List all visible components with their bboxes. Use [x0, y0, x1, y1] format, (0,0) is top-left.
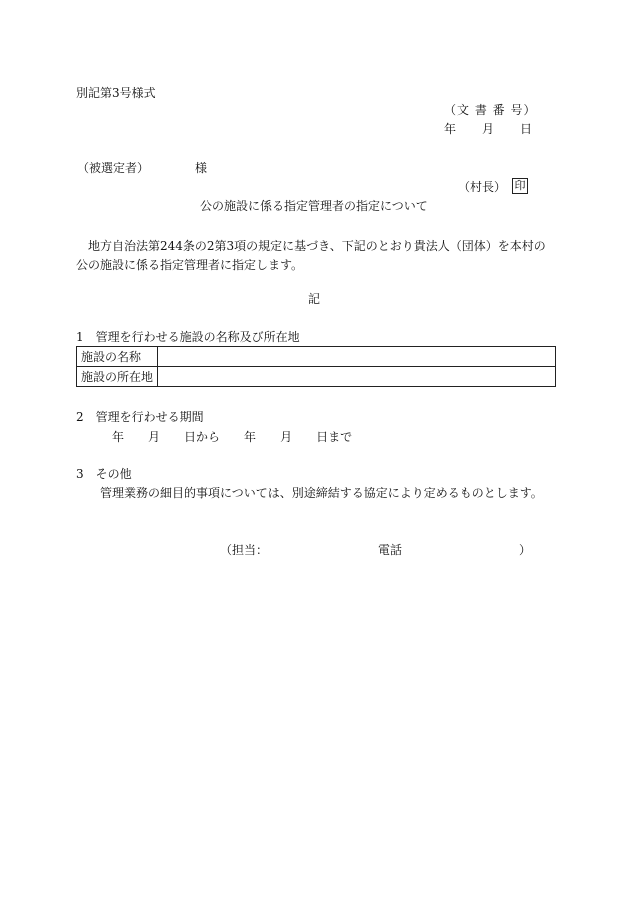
form-number-label: 別記第3号様式 — [76, 86, 156, 100]
date-line — [444, 122, 532, 136]
facility-name-label: 施設の名称 — [77, 347, 158, 367]
section-2-title: 2 管理を行わせる期間 — [76, 410, 204, 424]
sender-label: （村長） — [458, 180, 507, 194]
section-3-title: 3 その他 — [76, 467, 132, 481]
facility-location-value[interactable] — [158, 367, 556, 387]
period-end-month: 月 — [280, 430, 293, 444]
facility-name-value[interactable] — [158, 347, 556, 367]
section-1-title: 1 管理を行わせる施設の名称及び所在地 — [76, 330, 300, 344]
contact-close-paren: ） — [519, 543, 532, 557]
document-subject: 公の施設に係る指定管理者の指定について — [200, 199, 428, 213]
table-row — [77, 367, 556, 387]
period-start-month: 月 — [148, 430, 161, 444]
ki-heading: 記 — [308, 292, 321, 306]
date-month: 月 — [482, 122, 495, 136]
body-paragraph: 地方自治法第244条の2第3項の規定に基づき、下記のとおり貴法人（団体）を本村の公の施設に係る指定管理者に指定します。 — [76, 239, 546, 272]
date-day: 日 — [520, 122, 533, 136]
recipient-line — [77, 161, 207, 175]
facility-location-label: 施設の所在地 — [77, 367, 158, 387]
facility-table — [76, 346, 556, 387]
period-line — [112, 430, 352, 444]
date-year: 年 — [444, 122, 457, 136]
period-start-day: 日から — [184, 430, 221, 444]
contact-line — [220, 543, 532, 557]
seal-stamp: 印 — [512, 178, 528, 194]
recipient-honorific: 様 — [195, 161, 208, 175]
period-end-year: 年 — [244, 430, 257, 444]
section-3-text: 管理業務の細目的事項については、別途締結する協定により定めるものとします。 — [100, 486, 543, 500]
period-end-day: 日まで — [316, 430, 353, 444]
document-number: （文 書 番 号） — [444, 103, 537, 117]
table-row — [77, 347, 556, 367]
recipient-label: （被選定者） — [77, 161, 150, 175]
contact-phone-label: 電話 — [378, 543, 403, 557]
period-start-year: 年 — [112, 430, 125, 444]
contact-person-label: （担当： — [220, 543, 269, 557]
